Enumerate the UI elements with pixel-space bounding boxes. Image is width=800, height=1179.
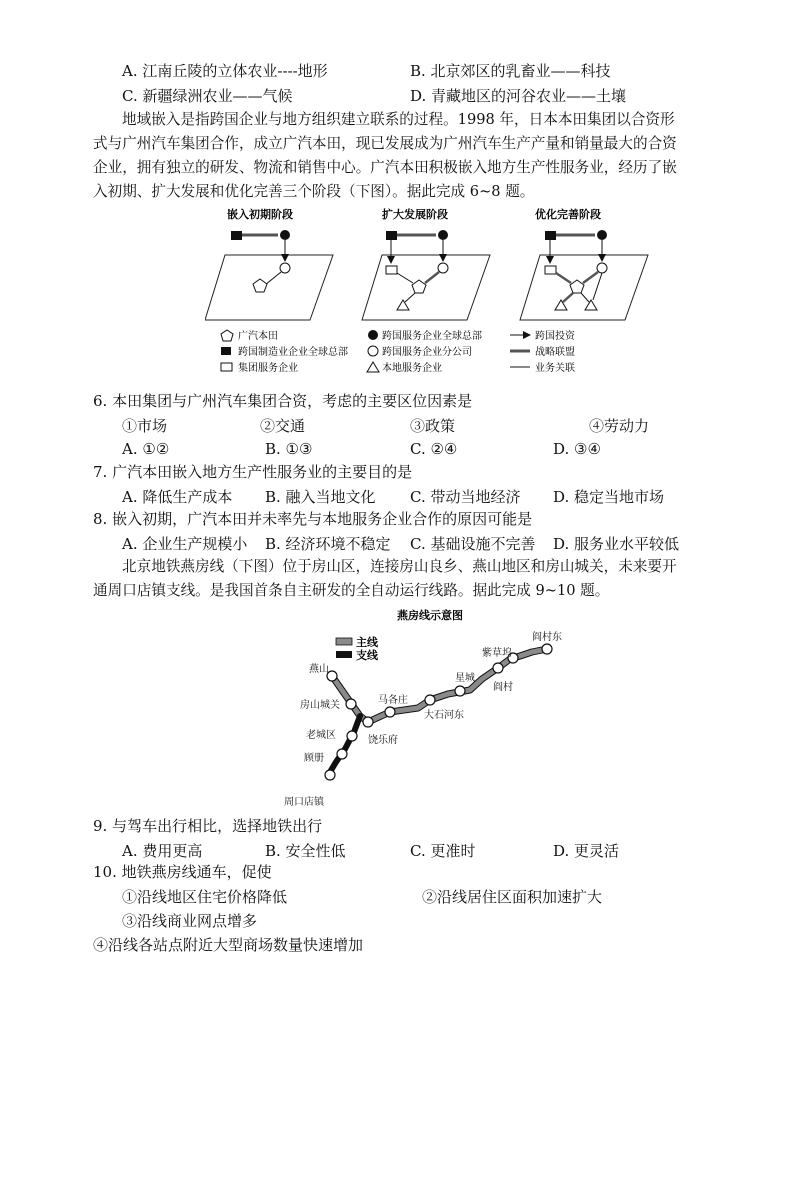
q10-item-4: ④沿线各站点附近大型商场数量快速增加 [93, 936, 364, 954]
legend-invest: 跨国投资 [535, 331, 575, 342]
gqbt-icon [570, 280, 584, 293]
label-fangshan: 房山城关 [300, 700, 340, 711]
mfg-hq-icon [386, 231, 397, 240]
group-service-icon [545, 266, 556, 274]
alliance-line [583, 272, 598, 283]
q7-option-c: C. 带动当地经济 [410, 488, 521, 506]
stage2-panel [362, 230, 490, 320]
q8-option-d: D. 服务业水平较低 [553, 535, 680, 553]
station-yancun [493, 663, 503, 673]
group-service-icon [386, 266, 397, 274]
legend-service-branch: 跨国服务企业分公司 [382, 347, 472, 358]
label-yanshan: 燕山 [309, 664, 329, 675]
map-title: 燕房线示意图 [397, 609, 463, 622]
service-branch-icon [280, 263, 290, 273]
mfg-hq-icon [545, 231, 556, 240]
q7-option-a: A. 降低生产成本 [122, 488, 233, 506]
q8-option-b: B. 经济环境不稳定 [265, 535, 391, 553]
region-plane [520, 255, 648, 320]
label-zhoukoudian: 周口店镇 [284, 797, 324, 808]
q6-option-d: D. ③④ [553, 440, 601, 458]
q6-option-a: A. ①② [122, 440, 170, 458]
label-yancun: 阎村 [493, 682, 513, 693]
service-branch-icon [438, 263, 448, 273]
yanfang-line-map [270, 604, 590, 814]
q9-option-a: A. 费用更高 [122, 842, 203, 860]
gqbt-icon [412, 280, 426, 293]
q8-option-c: C. 基础设施不完善 [410, 535, 536, 553]
station-zhoukoudian [325, 770, 335, 780]
figure1-legend-row3 [205, 360, 655, 382]
q10-item-3: ③沿线商业网点增多 [122, 912, 258, 930]
question-stem: 10. 地铁燕房线通车，促使 [93, 863, 272, 881]
passage-line: 入初期、扩大发展和优化完善三个阶段（下图）。据此完成 6~8 题。 [93, 183, 535, 200]
stage3-title: 优化完善阶段 [535, 208, 601, 221]
q6-item-3: ③政策 [410, 417, 456, 435]
q9-option-c: C. 更准时 [410, 842, 476, 860]
label-gucang: 顾册 [304, 753, 324, 764]
label-yancundong: 阎村东 [532, 632, 562, 643]
station-raolefu [363, 717, 373, 727]
legend-branch: 支线 [356, 649, 378, 662]
q6-item-2: ②交通 [260, 417, 306, 435]
embedding-stages-diagram [205, 205, 655, 365]
q9-option-d: D. 更灵活 [553, 842, 620, 860]
stage2-title: 扩大发展阶段 [382, 208, 448, 221]
alliance-line [556, 273, 571, 283]
legend-local-service: 本地服务企业 [382, 363, 442, 374]
prev-option-b: B. 北京郊区的乳畜业——科技 [410, 62, 611, 80]
legend-group-service: 集团服务企业 [238, 363, 298, 374]
legend-business: 业务关联 [535, 363, 575, 374]
passage-line: 通周口店镇支线。是我国首条自主研发的全自动运行线路。据此完成 9~10 题。 [93, 582, 610, 599]
legend-alliance: 战略联盟 [535, 347, 575, 358]
legend-mfg-hq: 跨国制造业企业全球总部 [238, 347, 348, 358]
question-stem: 8. 嵌入初期，广汽本田并未率先与本地服务企业合作的原因可能是 [93, 510, 533, 528]
q10-item-1: ①沿线地区住宅价格降低 [122, 888, 288, 906]
station-yancundong [542, 644, 552, 654]
region-plane [205, 255, 333, 320]
label-xingcheng: 星城 [455, 673, 475, 684]
q6-item-1: ①市场 [122, 417, 168, 435]
service-hq-icon [438, 230, 448, 240]
mfg-hq-icon [231, 231, 242, 240]
service-hq-icon [280, 230, 290, 240]
passage-line: 式与广州汽车集团合作，成立广汽本田，现已发展成为广州汽车生产产量和销量最大的合资 [93, 135, 677, 152]
legend-gqbt: 广汽本田 [238, 331, 278, 342]
passage-line: 企业，拥有独立的研发、物流和销售中心。广汽本田积极嵌入地方生产性服务业，经历了嵌 [93, 159, 677, 176]
passage-line: 地域嵌入是指跨国企业与地方组织建立联系的过程。1998 年，日本本田集团以合资形 [122, 111, 675, 128]
figure1-legend [221, 329, 576, 358]
question-stem: 6. 本田集团与广州汽车集团合资，考虑的主要区位因素是 [93, 392, 473, 410]
business-line [405, 293, 415, 302]
label-dashihe: 大石河东 [424, 710, 464, 721]
station-gucang [337, 749, 347, 759]
legend-main-swatch [336, 638, 352, 645]
q7-option-d: D. 稳定当地市场 [553, 488, 665, 506]
branch-line [330, 716, 360, 772]
stage1-panel [205, 230, 333, 320]
prev-option-c: C. 新疆绿洲农业——气候 [122, 87, 293, 105]
stage1-title: 嵌入初期阶段 [227, 208, 293, 221]
alliance-line [563, 293, 573, 302]
question-stem: 7. 广汽本田嵌入地方生产性服务业的主要目的是 [93, 463, 413, 481]
region-plane [362, 255, 490, 320]
q8-option-a: A. 企业生产规模小 [122, 535, 248, 553]
service-hq-icon [597, 230, 607, 240]
prev-option-a: A. 江南丘陵的立体农业----地形 [122, 62, 328, 80]
local-service-icon [585, 300, 597, 310]
label-zicaowu: 紫草坞 [482, 648, 512, 659]
prev-option-d: D. 青藏地区的河谷农业——土壤 [410, 87, 627, 105]
legend-branch-swatch [336, 651, 352, 658]
label-raolefu: 饶乐府 [368, 735, 398, 746]
q6-item-4: ④劳动力 [589, 417, 650, 435]
passage-line: 北京地铁燕房线（下图）位于房山区，连接房山良乡、燕山地区和房山城关，未来要开 [122, 558, 677, 575]
legend-main: 主线 [356, 636, 378, 649]
q6-option-c: C. ②④ [410, 440, 458, 458]
business-line [265, 272, 281, 285]
station-dashihe [425, 695, 435, 705]
business-line [593, 273, 602, 300]
question-stem: 9. 与驾车出行相比，选择地铁出行 [93, 817, 323, 835]
q7-option-b: B. 融入当地文化 [265, 488, 376, 506]
label-laocheng: 老城区 [306, 730, 336, 741]
station-fangshan [346, 699, 356, 709]
stage3-panel [520, 230, 648, 320]
label-mage: 马各庄 [378, 695, 408, 706]
service-branch-icon [597, 263, 607, 273]
q6-option-b: B. ①③ [265, 440, 313, 458]
business-line [397, 273, 413, 283]
q10-item-2: ②沿线居住区面积加速扩大 [422, 888, 603, 906]
legend-service-hq: 跨国服务企业全球总部 [382, 331, 482, 342]
station-laocheng [347, 731, 357, 741]
business-line [581, 293, 589, 302]
local-service-icon [397, 300, 409, 310]
gqbt-icon [253, 279, 267, 292]
station-xingcheng [455, 686, 465, 696]
alliance-line [425, 272, 439, 283]
station-mage [385, 707, 395, 717]
q9-option-b: B. 安全性低 [265, 842, 346, 860]
